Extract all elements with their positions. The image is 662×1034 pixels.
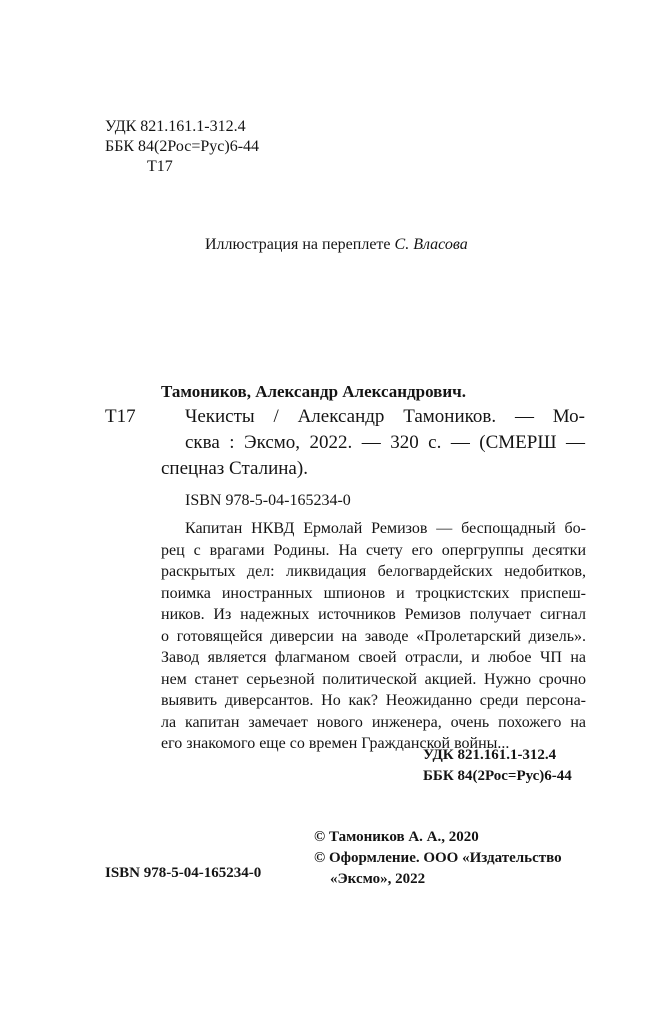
bottom-bbk: ББК 84(2Рос=Рус)6-44 (423, 768, 572, 784)
annotation-line: рец с врагами Родины. На счету его опергруппы десятки (161, 541, 586, 559)
top-udk: УДК 821.161.1-312.4 (105, 118, 246, 135)
copyright-block (314, 827, 562, 890)
annotation-line: поимка иностранных шпионов и троцкистских приспеш- (161, 584, 586, 602)
entry-description (161, 404, 585, 482)
top-author-mark: Т17 (147, 158, 173, 175)
annotation (161, 518, 586, 755)
entry-mark: Т17 (105, 406, 136, 427)
entry-isbn: ISBN 978-5-04-165234-0 (185, 492, 351, 509)
top-bbk: ББК 84(2Рос=Рус)6-44 (105, 138, 260, 155)
author-heading: Тамоников, Александр Александрович. (161, 382, 466, 401)
footer-isbn: ISBN 978-5-04-165234-0 (105, 865, 262, 881)
annotation-line: Капитан НКВД Ермолай Ремизов — беспощадный бо- (185, 520, 586, 537)
copyright-design: © Оформление. ООО «Издательство (314, 850, 562, 866)
annotation-line: его знакомого еще со времен Гражданской войны... (161, 735, 510, 752)
entry-line: Чекисты / Александр Тамоников. — Мо- (185, 406, 585, 427)
bottom-classification (423, 745, 572, 787)
top-classification (105, 117, 259, 177)
annotation-line: раскрытых дел: ликвидация белогвардейских недобитков, (161, 563, 586, 580)
annotation-line: ла капитан замечает нового инженера, очень похожего на (161, 713, 586, 731)
annotation-line: нем станет серьезной политической акцией. Нужно срочно (161, 670, 586, 688)
illustration-credit (205, 236, 468, 254)
annotation-line: выявить диверсантов. Но как? Неожиданно среди персона- (161, 692, 586, 709)
entry-line: спецназ Сталина). (161, 458, 308, 479)
annotation-line: ников. Из надежных источников Ремизов получает сигнал (161, 606, 586, 623)
annotation-line: о готовящейся диверсии на заводе «Пролетарский дизель». (161, 627, 586, 645)
copyright-publisher: «Эксмо», 2022 (330, 871, 426, 887)
entry-line: сква : Эксмо, 2022. — 320 с. — (СМЕРШ — (185, 432, 585, 453)
annotation-line: Завод является флагманом своей отрасли, и любое ЧП на (161, 649, 586, 666)
illustration-artist: С. Власова (394, 236, 468, 253)
copyright-author: © Тамоников А. А., 2020 (314, 829, 479, 845)
bottom-udk: УДК 821.161.1-312.4 (423, 747, 557, 763)
illustration-label: Иллюстрация на переплете (205, 236, 391, 253)
